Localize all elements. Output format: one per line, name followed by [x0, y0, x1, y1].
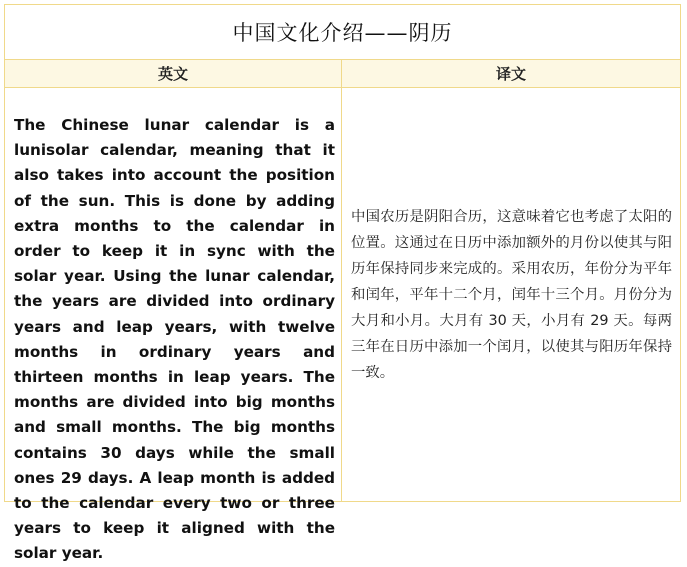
content-row — [5, 88, 680, 563]
translation-text: 中国农历是阴阳合历，这意味着它也考虑了太阳的位置。这通过在日历中添加额外的月份以使其与阳历年保持同步来完成的。采用农历，年份分为平年和闰年，平年十二个月，闰年十三个月。月份分为大月和小月。大月有 30 天，小月有 29 天。每两三年在日历中添加一个闰月，以使其与阳历年保持一致。 — [351, 209, 672, 381]
header-english: 英文 — [5, 60, 342, 87]
header-translation: 译文 — [495, 65, 526, 83]
translation-cell — [342, 88, 680, 502]
table-title: 中国文化介绍——阴历 — [5, 5, 680, 60]
english-text: The Chinese lunar calendar is a lunisolar calendar, meaning that it also takes into account the position of the sun. This is done by adding extra months to the calendar in order to keep it in sync with the solar year. Using the lunar calendar, the years are divided into ordinary years and leap years, with twelve months in ordinary years and thirteen months in leap years. The months are divided into big months and small months. The big months contains 30 days while the small ones 29 days. A leap month is added to the calendar every two or three years to keep it aligned with the solar year. — [5, 88, 342, 502]
header-row — [5, 60, 680, 88]
bilingual-table — [4, 4, 681, 563]
